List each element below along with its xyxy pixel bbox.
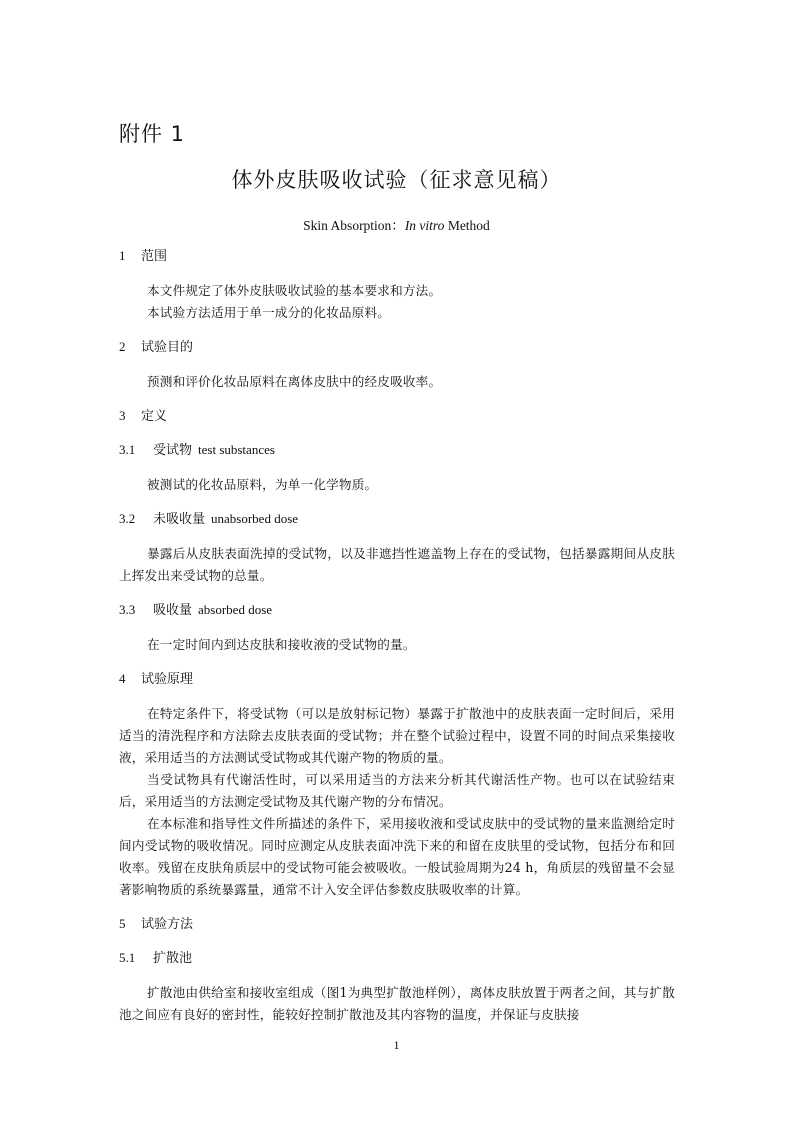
subtitle-suffix: Method: [444, 218, 490, 233]
document-body: [119, 246, 675, 1026]
section-heading-scope: 1 范围: [119, 248, 168, 264]
section-heading-method: 5 试验方法: [119, 916, 194, 932]
paragraph: 在特定条件下，将受试物（可以是放射标记物）暴露于扩散池中的皮肤表面一定时间后，采用适当的清洗程序和方法除去皮肤表面的受试物；并在整个试验过程中，设置不同的时间点采集接收液，采用适当的方法测试受试物或其代谢产物的物质的量。: [119, 706, 675, 765]
page-number: 1: [393, 1038, 400, 1052]
paragraph: 在本标准和指导性文件所描述的条件下，采用接收液和受试皮肤中的受试物的量来监测给定时间内受试物的吸收情况。同时应测定从皮肤表面冲洗下来的和留在皮肤里的受试物，包括分布和回收率。残留在皮肤角质层中的受试物可能会被吸收。一般试验周期为24 h，角质层的残留量不会显著影响物质的系统暴露量，通常不计入安全评估参数皮肤吸收率的计算。: [119, 816, 675, 897]
paragraph: 预测和评价化妆品原料在离体皮肤中的经皮吸收率。: [147, 374, 442, 389]
paragraph: 本文件规定了体外皮肤吸收试验的基本要求和方法。: [147, 283, 442, 298]
paragraph: 在一定时间内到达皮肤和接收液的受试物的量。: [147, 637, 416, 652]
paragraph: 本试验方法适用于单一成分的化妆品原料。: [147, 305, 391, 320]
paragraph: 扩散池由供给室和接收室组成（图1为典型扩散池样例），离体皮肤放置于两者之间，其与扩散池之间应有良好的密封性，能较好控制扩散池及其内容物的温度，并保证与皮肤接: [119, 985, 675, 1022]
subtitle-italic: In vitro: [404, 218, 445, 233]
paragraph: 暴露后从皮肤表面洗掉的受试物，以及非遮挡性遮盖物上存在的受试物，包括暴露期间从皮肤上挥发出来受试物的总量。: [119, 546, 675, 583]
document-title: 体外皮肤吸收试验（征求意见稿）: [231, 168, 562, 192]
subsection-heading-absorbed-dose: 3.3 吸收量 absorbed dose: [119, 602, 273, 618]
paragraph: 被测试的化妆品原料，为单一化学物质。: [147, 477, 378, 492]
subsection-heading-diffusion-cell: 5.1 扩散池: [119, 950, 193, 966]
section-heading-principle: 4 试验原理: [119, 671, 194, 687]
document-subtitle: [0, 214, 793, 234]
subsection-heading-test-substances: 3.1 受试物 test substances: [119, 442, 275, 458]
annex-label: 附件 1: [119, 122, 186, 146]
paragraph: 当受试物具有代谢活性时，可以采用适当的方法来分析其代谢活性产物。也可以在试验结束后，采用适当的方法测定受试物及其代谢产物的分布情况。: [119, 772, 675, 809]
section-heading-purpose: 2 试验目的: [119, 339, 194, 355]
subtitle-prefix: Skin Absorption：: [303, 218, 405, 233]
subsection-heading-unabsorbed-dose: 3.2 未吸收量 unabsorbed dose: [119, 511, 299, 527]
section-heading-definitions: 3 定义: [119, 408, 168, 424]
